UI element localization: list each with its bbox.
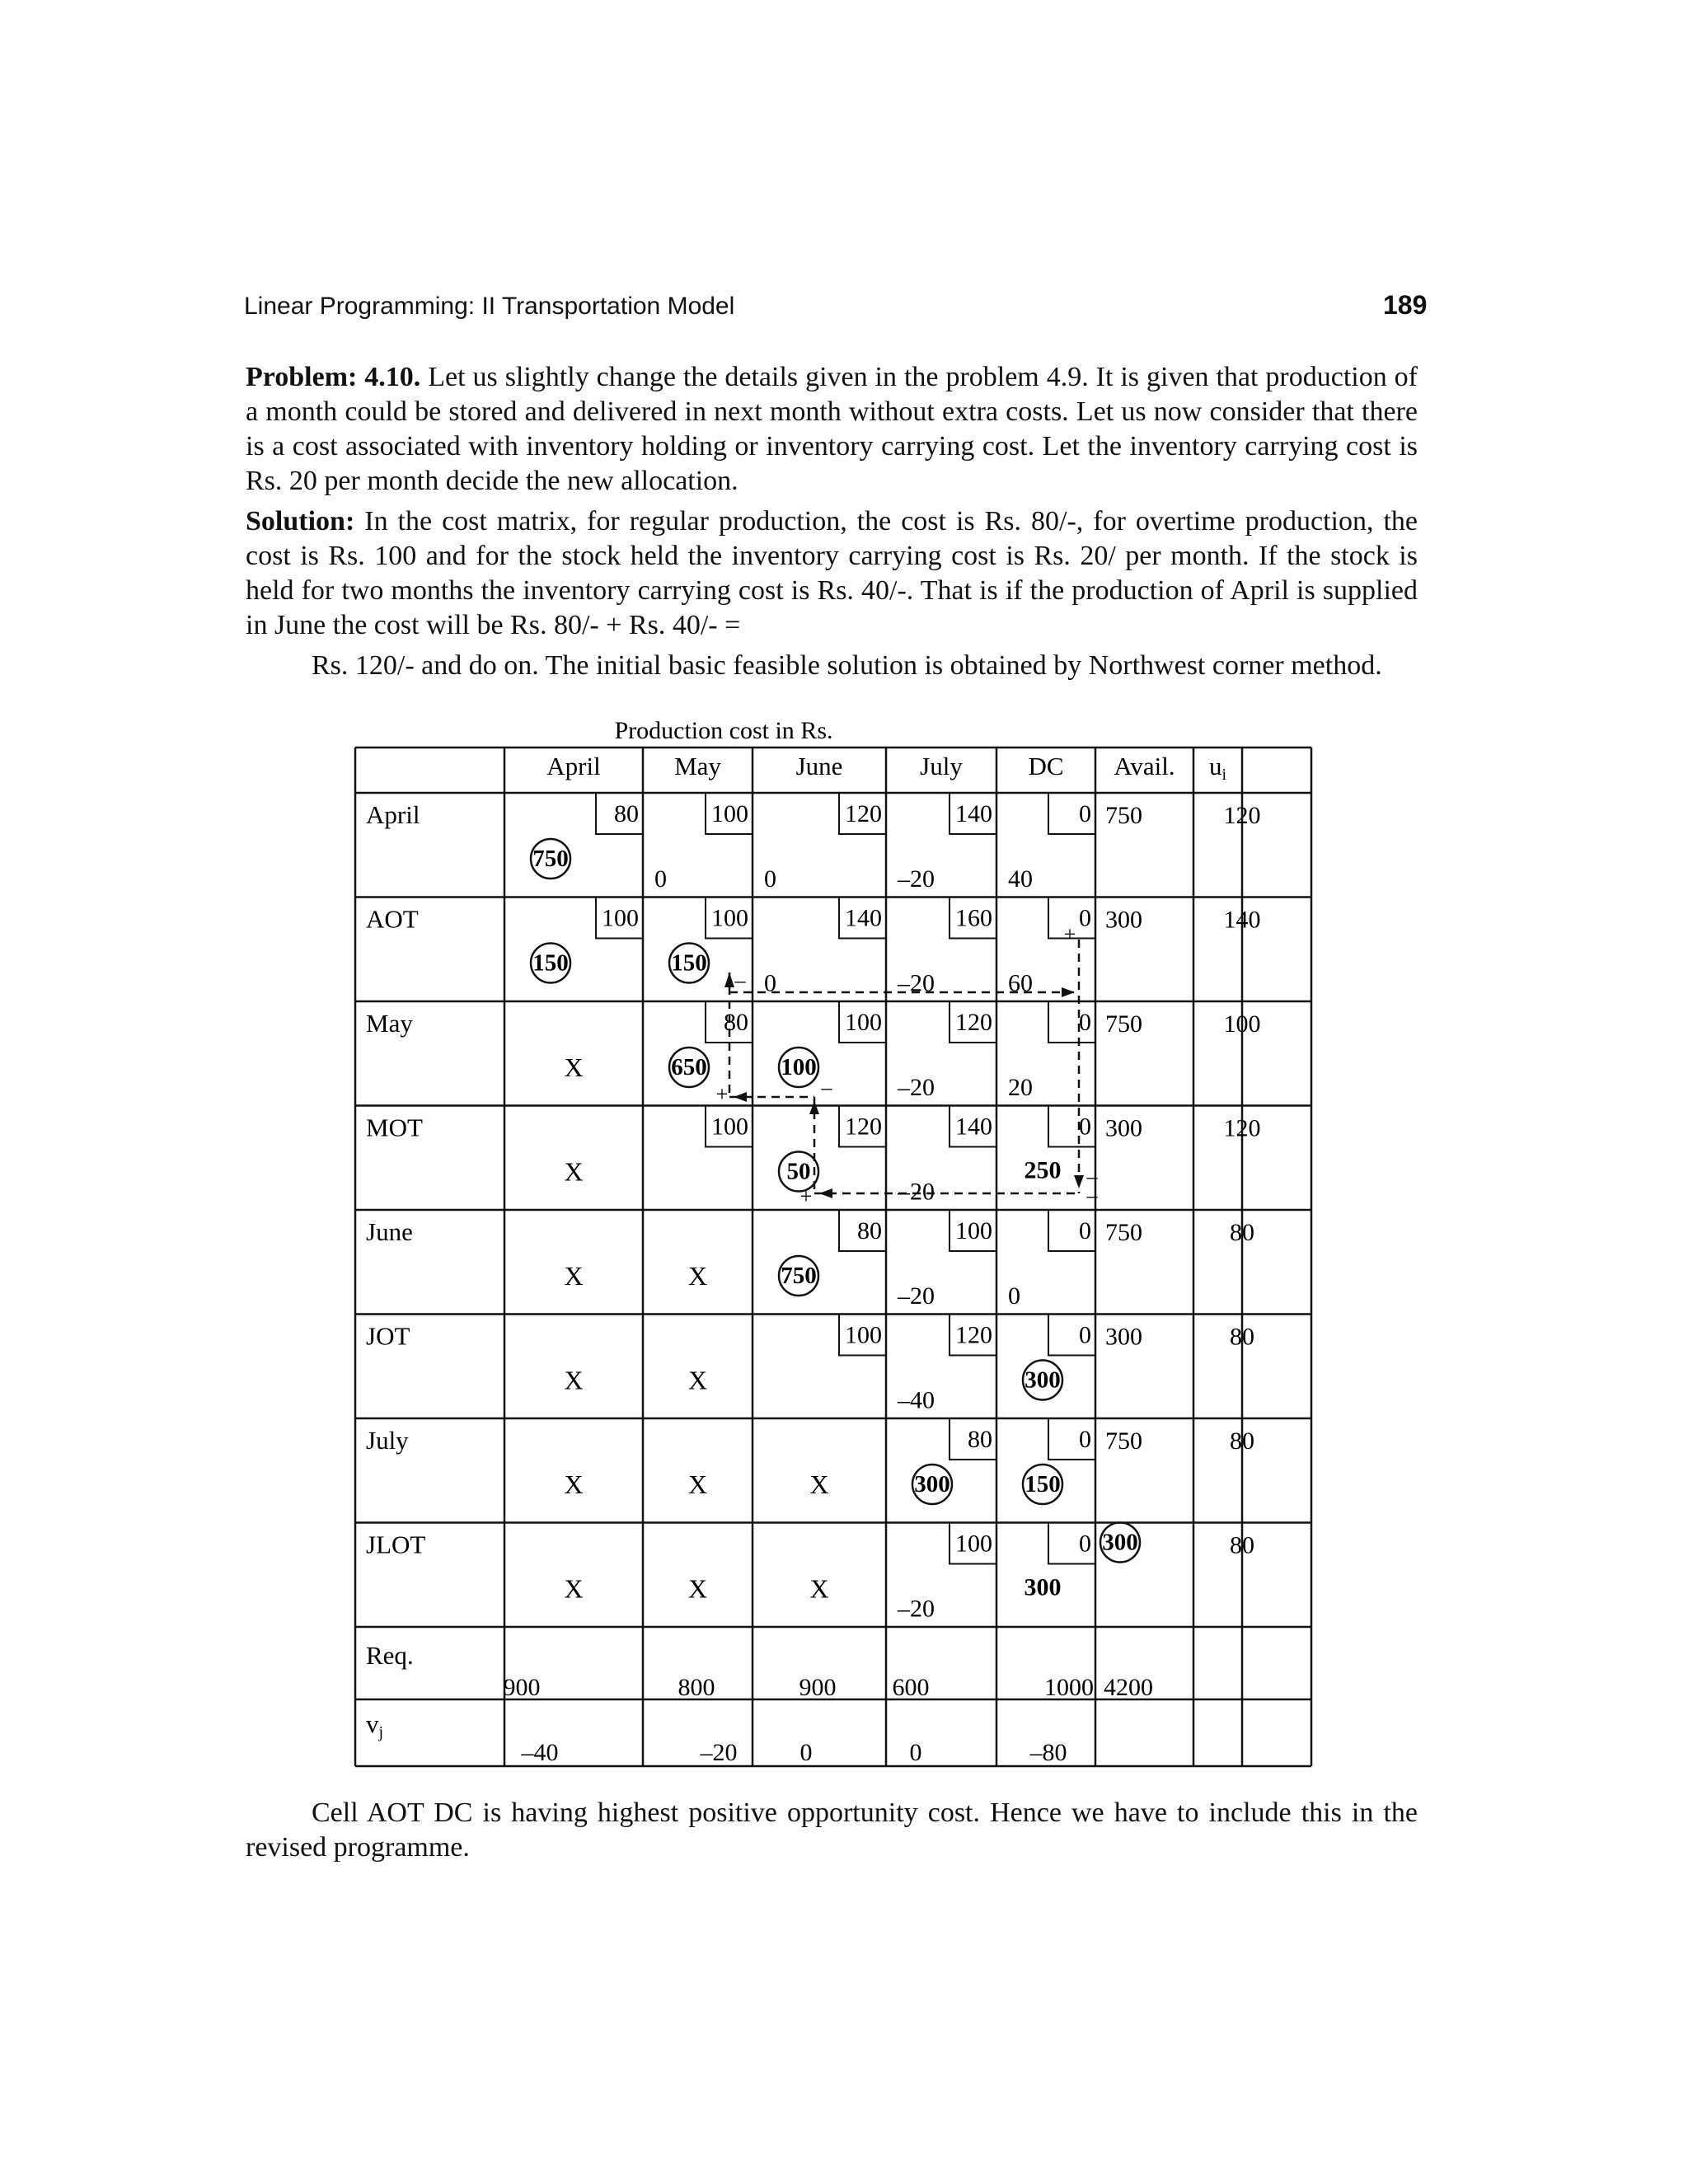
- conclusion-paragraph: Cell AOT DC is having highest positive opportunity cost. Hence we have to include this in the revised programme.: [246, 1797, 1418, 1863]
- row-label: JOT: [366, 1321, 410, 1351]
- vj-label: vj: [366, 1709, 384, 1741]
- x-mark: X: [564, 1156, 584, 1187]
- u-value: 80: [1230, 1219, 1254, 1246]
- x-mark: X: [564, 1573, 584, 1604]
- row-label: JLOT: [366, 1530, 426, 1559]
- unit-cost: 0: [1079, 1217, 1091, 1244]
- allocation-value: 750: [781, 1263, 817, 1289]
- column-header: April: [546, 752, 601, 780]
- unit-cost: 0: [1079, 800, 1091, 827]
- opportunity-cost: 0: [1008, 1282, 1020, 1310]
- loop-arrowhead: [1062, 987, 1075, 997]
- x-mark: X: [809, 1573, 829, 1604]
- solution-text: In the cost matrix, for regular production, the cost is Rs. 80/-, for overtime production, the cost is Rs. 100 and for the stock held the inventory carrying cost is Rs. 20/ per month. If the stock is held for two months the inventory carrying cost is Rs. 40/-. That is if the production of April is supplied in June the cost will be Rs. 80/- + Rs. 40/- =: [246, 506, 1418, 640]
- row-label: MOT: [366, 1113, 423, 1142]
- opportunity-cost: 20: [1008, 1074, 1033, 1101]
- x-mark: X: [564, 1261, 584, 1291]
- req-value: 900: [799, 1674, 837, 1701]
- unit-cost: 100: [845, 1321, 882, 1349]
- row-label: April: [366, 800, 420, 829]
- opportunity-cost: –20: [898, 969, 935, 997]
- row-label: June: [366, 1217, 413, 1246]
- opportunity-cost: 60: [1008, 969, 1033, 997]
- opportunity-cost: 0: [654, 865, 667, 893]
- opportunity-cost: –20: [898, 865, 935, 893]
- solution-label: Solution:: [246, 506, 355, 537]
- availability-value: 750: [1105, 802, 1142, 829]
- unit-cost: 100: [845, 1009, 882, 1036]
- req-value: 900: [503, 1674, 541, 1701]
- allocation-value: 150: [532, 949, 569, 977]
- loop-minus-sign: –: [1086, 1165, 1098, 1188]
- column-header: June: [795, 752, 843, 780]
- unit-cost: 140: [845, 904, 882, 932]
- u-value: 80: [1230, 1323, 1254, 1351]
- allocation-value: 50: [786, 1158, 811, 1185]
- loop-arrowhead: [819, 1188, 832, 1198]
- column-header: May: [674, 752, 721, 780]
- availability-value: 750: [1105, 1010, 1142, 1038]
- loop-arrowhead: [734, 1092, 747, 1102]
- opportunity-cost: –20: [898, 1282, 935, 1310]
- unit-cost: 160: [955, 904, 992, 932]
- allocation-value-bold: 300: [1024, 1573, 1062, 1601]
- unit-cost: 80: [968, 1426, 992, 1453]
- table-caption: Production cost in Rs.: [614, 717, 833, 744]
- req-value: 1000: [1044, 1674, 1094, 1701]
- vj-value: 0: [799, 1739, 813, 1766]
- allocation-value: 150: [671, 949, 707, 977]
- running-header-title: Linear Programming: II Transportation Model: [244, 293, 735, 320]
- x-mark: X: [687, 1573, 708, 1604]
- opportunity-cost: –20: [898, 1595, 935, 1623]
- u-subscript: i: [1221, 766, 1227, 784]
- unit-cost: 100: [711, 904, 748, 932]
- unit-cost: 140: [955, 1113, 992, 1141]
- problem-label: Problem: 4.10.: [246, 362, 421, 392]
- opportunity-cost: –40: [898, 1386, 935, 1414]
- availability-value: 300: [1102, 1529, 1138, 1556]
- unit-cost: 120: [845, 800, 882, 827]
- row-label: July: [366, 1426, 409, 1455]
- vj-value: –40: [521, 1739, 559, 1766]
- column-header: Avail.: [1114, 752, 1175, 780]
- unit-cost: 100: [602, 904, 639, 932]
- u-value: 80: [1230, 1531, 1254, 1559]
- allocation-value: 300: [914, 1471, 950, 1497]
- opportunity-cost: –20: [898, 1074, 935, 1101]
- req-total: 4200: [1104, 1674, 1153, 1701]
- allocation-value-bold: 250: [1024, 1156, 1062, 1184]
- unit-cost: 140: [955, 800, 992, 827]
- page-number: 189: [1383, 290, 1428, 320]
- unit-cost: 100: [711, 800, 748, 827]
- unit-cost: 80: [614, 800, 639, 827]
- unit-cost: 120: [845, 1113, 882, 1141]
- x-mark: X: [564, 1052, 584, 1082]
- allocation-value: 100: [781, 1054, 817, 1080]
- loop-arrowhead: [809, 1101, 819, 1114]
- opportunity-cost: 40: [1008, 865, 1033, 893]
- unit-cost: 120: [955, 1321, 992, 1349]
- x-mark: X: [687, 1469, 708, 1499]
- u-value: 140: [1223, 906, 1261, 934]
- loop-plus-sign: +: [799, 1184, 813, 1208]
- unit-cost: 0: [1079, 1321, 1091, 1349]
- vj-value: –80: [1029, 1739, 1067, 1766]
- allocation-value: 650: [671, 1054, 707, 1080]
- u-value: 100: [1223, 1010, 1261, 1038]
- loop-plus-sign: +: [715, 1082, 729, 1106]
- unit-cost: 100: [711, 1113, 748, 1141]
- x-mark: X: [564, 1365, 584, 1395]
- column-header: July: [920, 752, 963, 780]
- row-label: AOT: [366, 904, 419, 934]
- loop-plus-sign: +: [1063, 922, 1076, 946]
- unit-cost: 0: [1079, 1113, 1091, 1141]
- loop-arrowhead: [724, 972, 734, 987]
- x-mark: X: [564, 1469, 584, 1499]
- unit-cost: 100: [955, 1530, 992, 1558]
- row-label: May: [366, 1009, 413, 1038]
- x-mark: X: [809, 1469, 829, 1499]
- req-value: 800: [678, 1674, 715, 1701]
- availability-value: 300: [1105, 1323, 1142, 1351]
- availability-value: 300: [1105, 906, 1142, 934]
- u-value: 80: [1230, 1427, 1254, 1455]
- availability-value: 750: [1105, 1219, 1142, 1246]
- opportunity-cost: –20: [898, 1178, 935, 1206]
- x-mark: X: [687, 1365, 708, 1395]
- u-value: 120: [1223, 1114, 1261, 1142]
- unit-cost: 0: [1079, 1530, 1091, 1558]
- unit-cost: 0: [1079, 1009, 1091, 1036]
- vj-value: –20: [700, 1739, 738, 1766]
- opportunity-cost: 0: [764, 969, 776, 997]
- unit-cost: 100: [955, 1217, 992, 1244]
- availability-value: 300: [1105, 1114, 1142, 1142]
- opportunity-cost: 0: [764, 865, 776, 893]
- u-value: 120: [1223, 802, 1261, 829]
- loop-minus-sign: –: [1086, 1183, 1098, 1207]
- req-label: Req.: [366, 1641, 414, 1670]
- column-header: ui: [1208, 752, 1227, 784]
- availability-value: 750: [1105, 1427, 1142, 1455]
- allocation-value: 150: [1025, 1471, 1061, 1497]
- unit-cost: 0: [1079, 1426, 1091, 1453]
- x-mark: X: [687, 1261, 708, 1291]
- unit-cost: 120: [955, 1009, 992, 1036]
- loop-minus-sign: –: [821, 1076, 832, 1099]
- unit-cost: 80: [724, 1009, 748, 1036]
- vj-value: 0: [909, 1739, 922, 1766]
- unit-cost: 80: [857, 1217, 882, 1244]
- column-header: DC: [1028, 752, 1064, 780]
- problem-text: Let us slightly change the details given in the problem 4.9. It is given that production of a month could be stored and delivered in next month without extra costs. Let us now consider that there is a cost associated with inventory holding or inventory carrying cost. Let the inventory carrying cost is Rs. 20 per month decide the new allocation.: [246, 362, 1418, 496]
- loop-arrowhead: [1074, 1175, 1084, 1188]
- loop-minus-sign: –: [734, 968, 746, 992]
- req-value: 600: [892, 1674, 930, 1701]
- vj-subscript: j: [378, 1723, 384, 1741]
- allocation-value: 750: [532, 846, 569, 872]
- unit-cost: 0: [1079, 904, 1091, 932]
- allocation-value: 300: [1025, 1366, 1061, 1394]
- solution-paragraph-continued: Rs. 120/- and do on. The initial basic feasible solution is obtained by Northwest corner method.: [312, 650, 1382, 681]
